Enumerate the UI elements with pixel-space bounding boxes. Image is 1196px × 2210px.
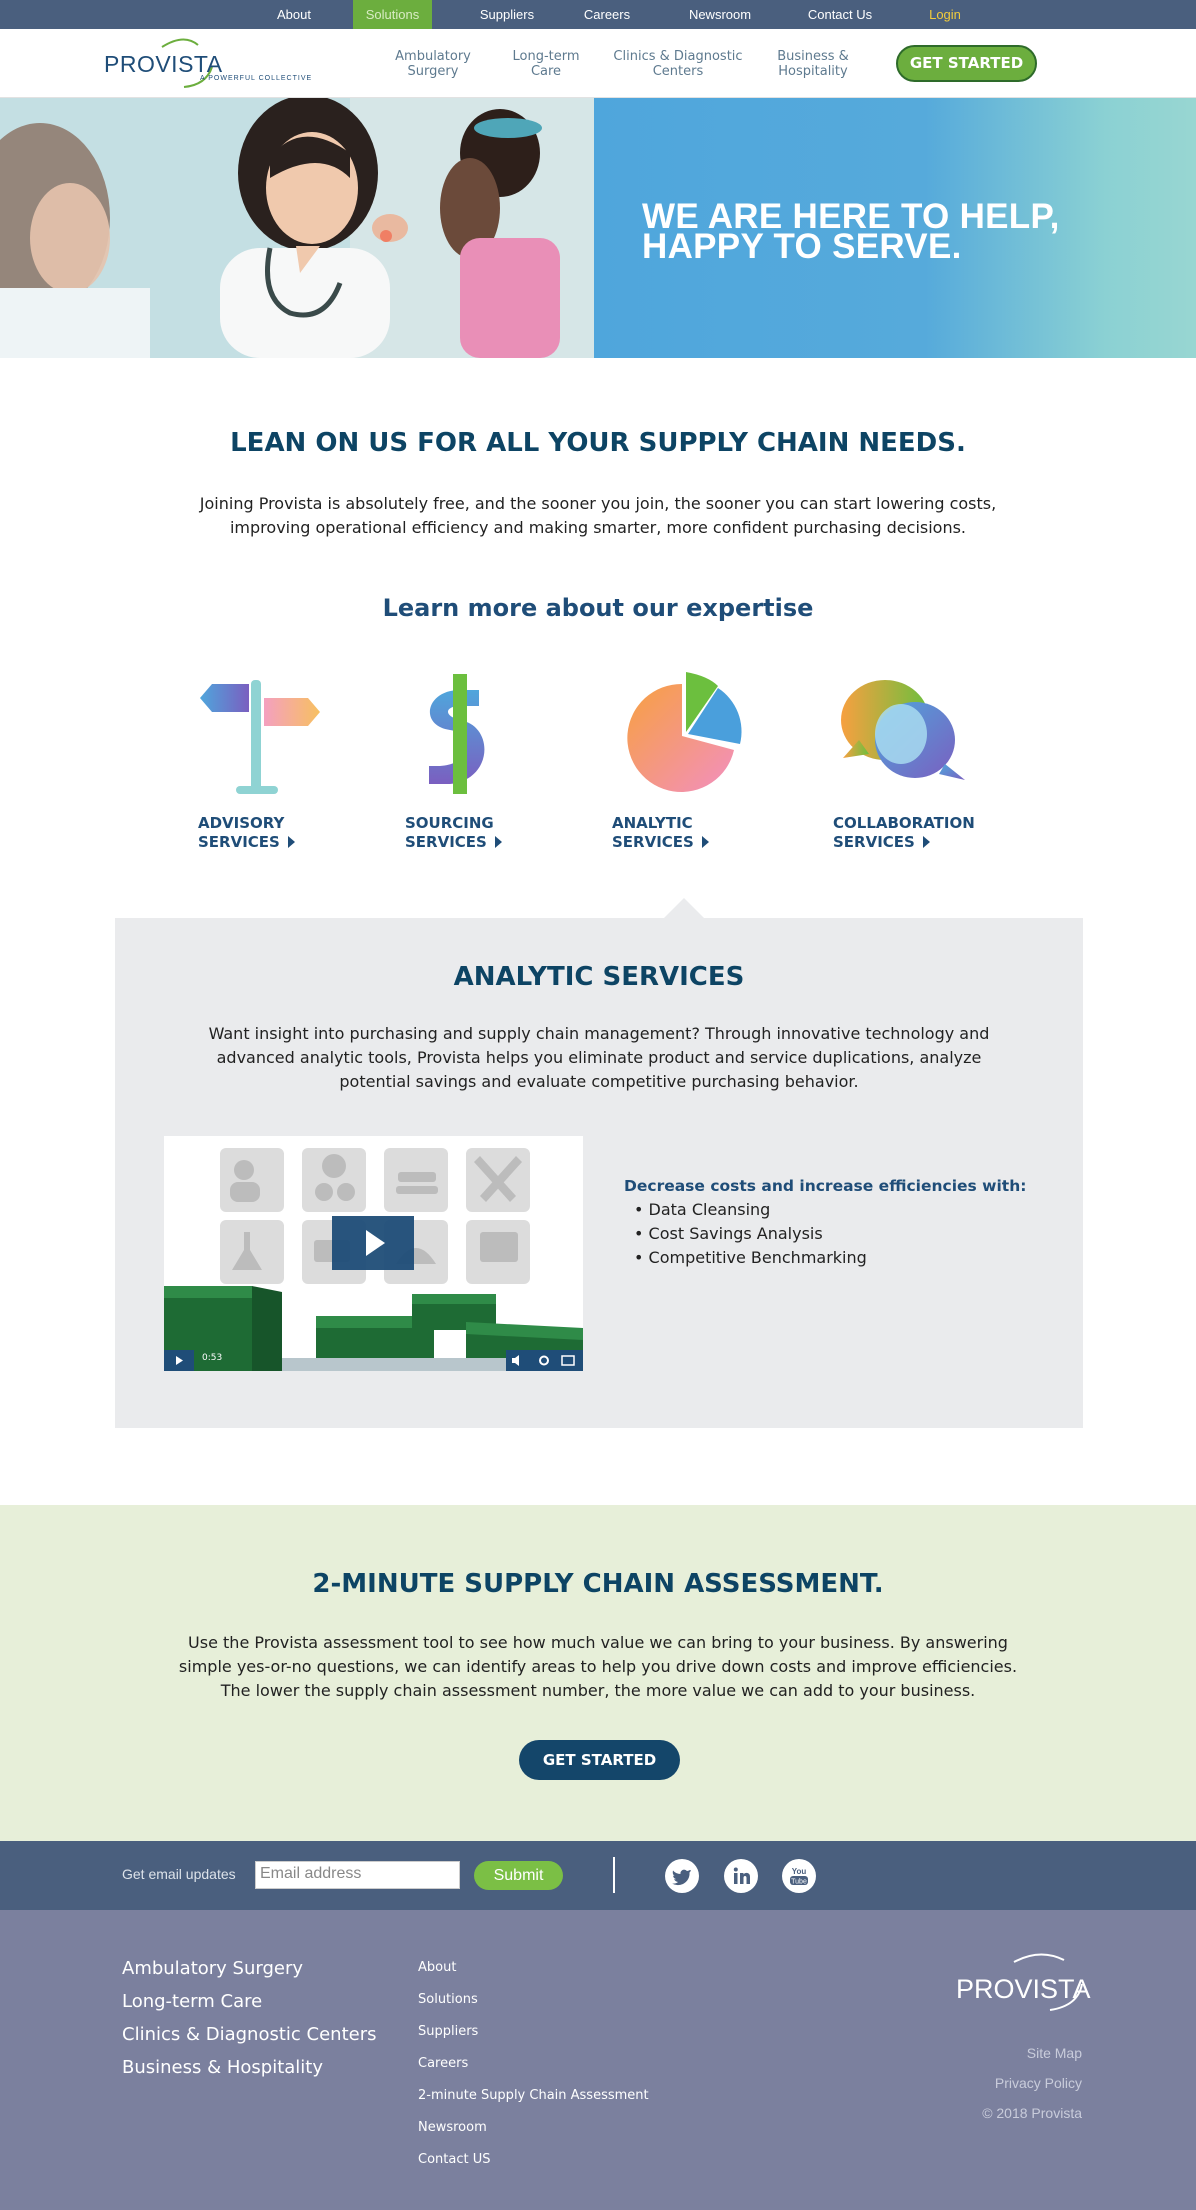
hero-line-2: HAPPY TO SERVE.: [642, 227, 962, 266]
service-label: [405, 814, 502, 852]
benefits-block: [624, 1174, 1044, 1270]
nav-line: Care: [530, 64, 562, 79]
nav-line: Ambulatory: [395, 49, 471, 64]
supply-chain-intro: Joining Provista is absolutely free, and the sooner you join, the sooner you can start lowering costs, improving operational efficiency and making smarter, more confident purchasing decisions.: [199, 494, 997, 537]
svg-text:Tube: Tube: [791, 1878, 807, 1886]
video-duration: 0:53: [202, 1353, 223, 1363]
submit-button[interactable]: Submit: [474, 1861, 563, 1890]
list-item: • Cost Savings Analysis: [634, 1224, 823, 1243]
expertise-heading: Learn more about our expertise: [382, 594, 814, 622]
twitter-glyph: [665, 1859, 699, 1893]
divider: [613, 1857, 615, 1893]
service-label: [198, 814, 295, 852]
privacy-policy-link[interactable]: Privacy Policy: [994, 2075, 1082, 2091]
video-play-button[interactable]: [332, 1216, 414, 1270]
topnav-careers[interactable]: Careers: [583, 7, 631, 22]
nav-line: Business &: [777, 49, 849, 64]
topnav-solutions[interactable]: Solutions: [353, 0, 432, 29]
nav-line: Centers: [652, 64, 704, 79]
topnav-suppliers[interactable]: Suppliers: [479, 7, 535, 22]
footer-link-ambulatory-surgery[interactable]: Ambulatory Surgery: [122, 1958, 304, 1979]
service-label-line2: SERVICES: [405, 833, 487, 851]
fullscreen-icon: [562, 1356, 574, 1365]
benefits-heading: Decrease costs and increase efficiencies with:: [624, 1177, 1027, 1195]
list-item: • Competitive Benchmarking: [634, 1248, 867, 1267]
service-label: [612, 814, 709, 852]
dollar-icon: [405, 668, 545, 798]
youtube-icon[interactable]: [782, 1859, 816, 1893]
gear-icon: [540, 1357, 548, 1365]
nav-business-hospitality[interactable]: [770, 49, 856, 79]
analytic-description: Want insight into purchasing and supply chain management? Through innovative technology and advanced analytic tools, Provista helps you eliminate product and service duplications, analyze potential savings and evaluate competitive purchasing behavior.: [208, 1024, 990, 1091]
linkedin-icon[interactable]: [724, 1859, 758, 1893]
assessment-section: [0, 1505, 1196, 1841]
arrow-right-icon: [702, 836, 709, 848]
benefit-text: Competitive Benchmarking: [648, 1248, 867, 1267]
email-signup-bar: [0, 1841, 1196, 1910]
topnav-newsroom[interactable]: Newsroom: [688, 7, 752, 22]
topnav-about[interactable]: About: [277, 7, 311, 22]
footer-link-careers[interactable]: Careers: [418, 2056, 469, 2071]
video-settings-controls: [506, 1350, 583, 1371]
hero-message-panel: [594, 98, 1196, 358]
email-field[interactable]: Email address: [255, 1861, 460, 1889]
provista-logo[interactable]: [104, 37, 324, 89]
email-label: Get email updates: [122, 1866, 236, 1882]
supply-chain-heading: LEAN ON US FOR ALL YOUR SUPPLY CHAIN NEEDS.: [230, 428, 966, 458]
get-started-button[interactable]: GET STARTED: [896, 45, 1037, 82]
footer-link-contact-us[interactable]: Contact US: [418, 2152, 491, 2167]
logo-wordmark: PROVISTA: [104, 51, 223, 77]
panel-pointer: [664, 898, 704, 918]
arrow-right-icon: [923, 836, 930, 848]
footer-link-newsroom[interactable]: Newsroom: [418, 2120, 487, 2135]
service-label-line2: SERVICES: [833, 833, 915, 851]
hero-line-1: WE ARE HERE TO HELP,: [642, 197, 1060, 236]
copyright: © 2018 Provista: [982, 2105, 1082, 2121]
service-label: [833, 814, 975, 852]
hero-banner: [0, 98, 1196, 358]
benefit-text: Cost Savings Analysis: [648, 1224, 823, 1243]
footer-link-long-term-care[interactable]: Long-term Care: [122, 1991, 263, 2012]
analytic-heading: ANALYTIC SERVICES: [453, 962, 745, 992]
speech-bubbles-icon: [833, 668, 973, 798]
play-icon: [366, 1230, 385, 1256]
nav-line: Long-term: [512, 49, 580, 64]
assessment-description: Use the Provista assessment tool to see how much value we can bring to your business. By answering simple yes-or-no questions, we can identify areas to help you drive down costs and improve efficiencies. The lower the supply chain assessment number, the more value we can add to your business.: [178, 1633, 1018, 1700]
nav-long-term-care[interactable]: [508, 49, 584, 79]
footer-logo[interactable]: [954, 1950, 1091, 2014]
arrow-right-icon: [495, 836, 502, 848]
arrow-right-icon: [288, 836, 295, 848]
service-label-line1: SOURCING: [405, 814, 494, 832]
twitter-icon[interactable]: [665, 1859, 699, 1893]
topnav-login[interactable]: Login: [929, 7, 961, 22]
footer-link-business-hospitality[interactable]: Business & Hospitality: [122, 2057, 324, 2078]
footer-link-solutions[interactable]: Solutions: [418, 1992, 478, 2007]
footer-link-suppliers[interactable]: Suppliers: [418, 2024, 479, 2039]
hero-photo: [0, 98, 594, 358]
video-control-icons: [506, 1350, 583, 1371]
video-play-control[interactable]: [164, 1350, 194, 1371]
nav-line: Clinics & Diagnostic: [613, 49, 743, 64]
service-label-line1: COLLABORATION: [833, 814, 975, 832]
topnav-contact-us[interactable]: Contact Us: [807, 7, 873, 22]
logo-tagline: A POWERFUL COLLECTIVE: [200, 75, 313, 82]
linkedin-glyph: [724, 1859, 758, 1893]
benefit-text: Data Cleansing: [648, 1200, 771, 1219]
footer-logo-wordmark: PROVISTA: [956, 1974, 1091, 2004]
hero-title: [642, 197, 1060, 266]
site-header: [0, 29, 1196, 98]
service-label-line2: SERVICES: [198, 833, 280, 851]
site-map-link[interactable]: Site Map: [1026, 2045, 1082, 2061]
volume-icon: [512, 1355, 519, 1366]
service-label-line1: ADVISORY: [198, 814, 285, 832]
assessment-get-started-button[interactable]: GET STARTED: [519, 1740, 680, 1780]
list-item: • Data Cleansing: [634, 1200, 771, 1219]
pie-chart-icon: [612, 668, 752, 798]
doctor-child-illustration: [0, 98, 594, 358]
video-player[interactable]: [164, 1136, 583, 1371]
video-controls: [164, 1350, 583, 1371]
svg-text:You: You: [791, 1867, 807, 1876]
nav-line: Hospitality: [778, 64, 848, 79]
nav-clinics-diagnostic[interactable]: [606, 49, 750, 79]
nav-line: Surgery: [407, 64, 459, 79]
footer-link-assessment[interactable]: 2-minute Supply Chain Assessment: [418, 2088, 649, 2103]
analytic-services-panel: [115, 918, 1083, 1428]
site-footer: [0, 1910, 1196, 2210]
nav-ambulatory-surgery[interactable]: [388, 49, 478, 79]
signpost-icon: [198, 668, 338, 798]
small-play-icon: [164, 1350, 194, 1371]
service-label-line2: SERVICES: [612, 833, 694, 851]
assessment-heading: 2-MINUTE SUPPLY CHAIN ASSESSMENT.: [312, 1569, 884, 1599]
footer-link-about[interactable]: About: [418, 1960, 457, 1975]
footer-link-clinics[interactable]: Clinics & Diagnostic Centers: [122, 2024, 377, 2045]
benefits-list: [624, 1198, 1044, 1270]
youtube-glyph: [782, 1859, 816, 1893]
service-label-line1: ANALYTIC: [612, 814, 693, 832]
top-nav-bar: [0, 0, 1196, 29]
